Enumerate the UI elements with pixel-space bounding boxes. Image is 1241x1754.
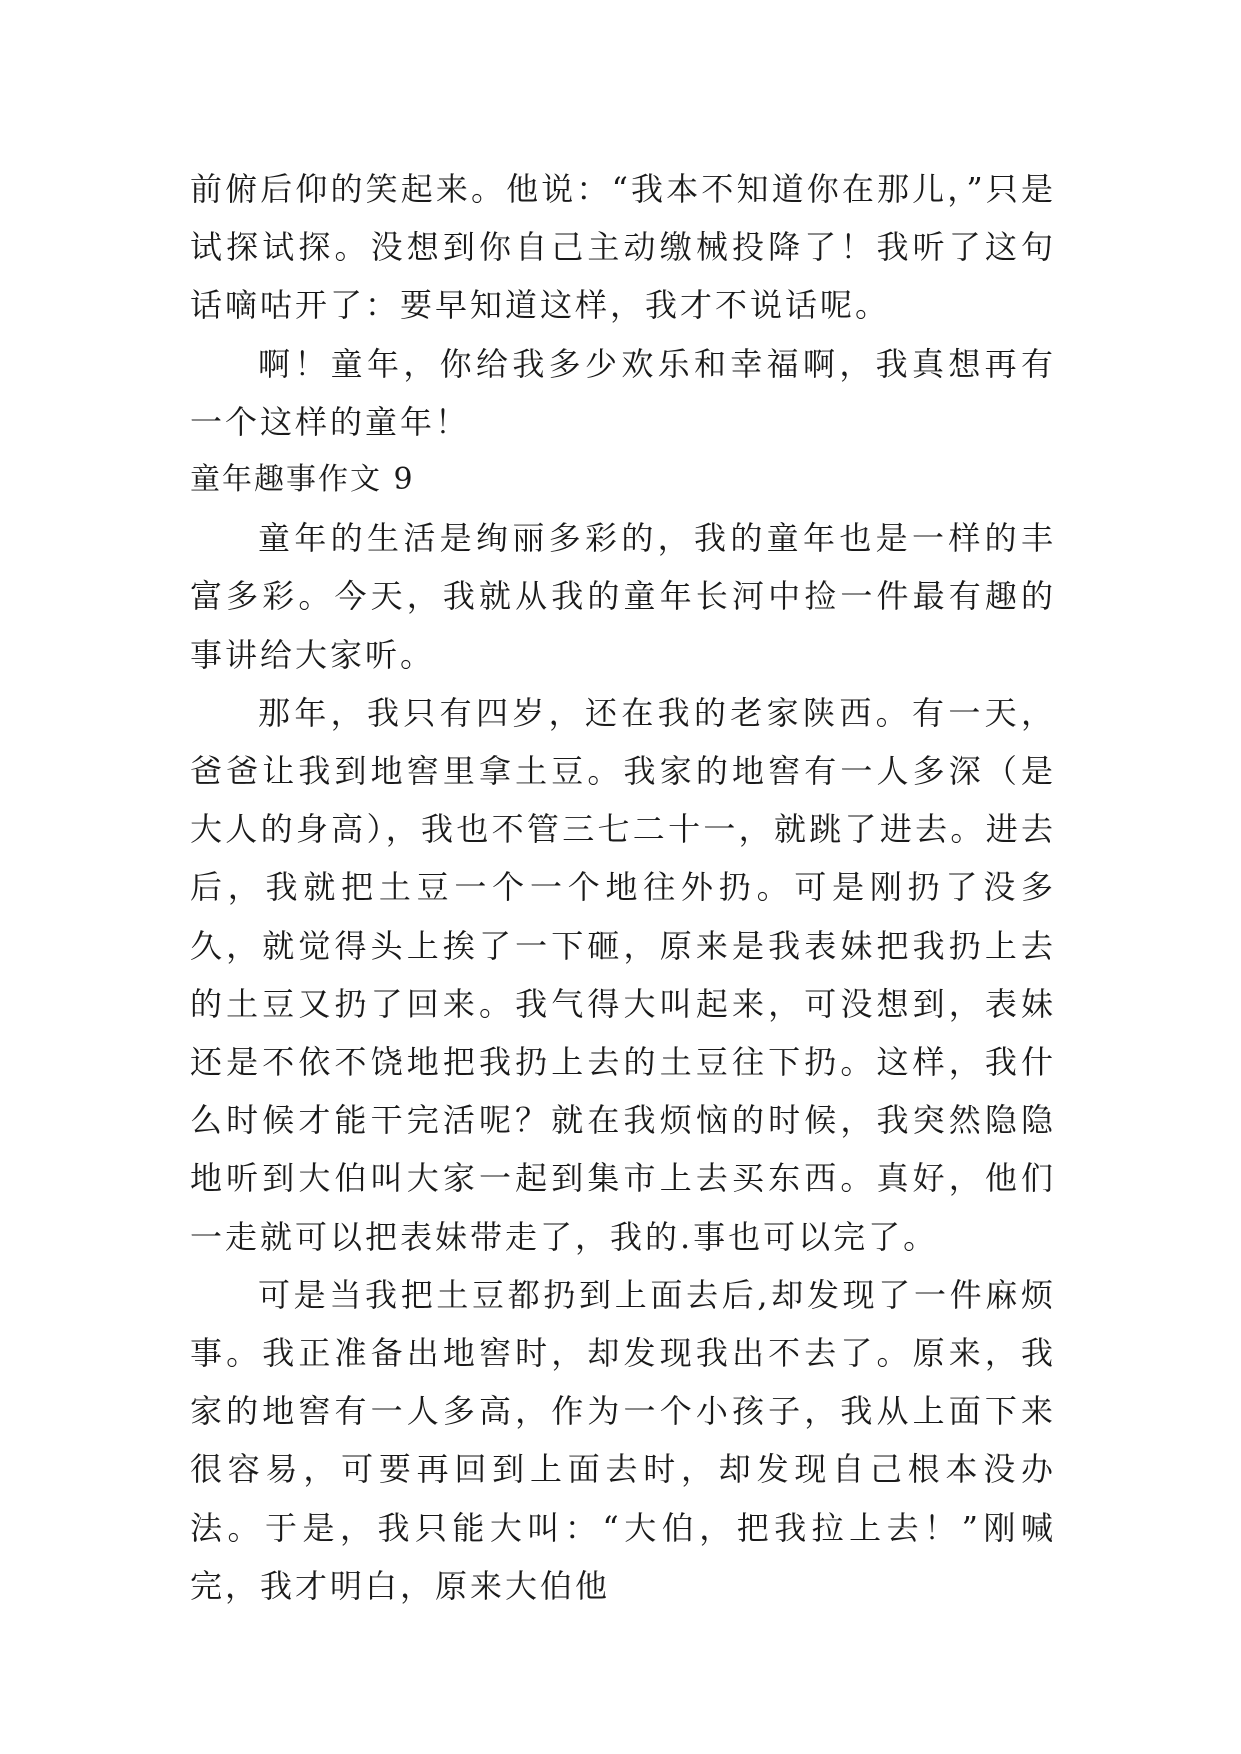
paragraph-conclusion: 啊！童年，你给我多少欢乐和幸福啊，我真想再有一个这样的童年！: [190, 344, 1056, 441]
paragraph-intro: 童年的生活是绚丽多彩的，我的童年也是一样的丰富多彩。今天，我就从我的童年长河中捡一件最有趣的事讲给大家听。: [190, 519, 1056, 674]
paragraph-story: 那年，我只有四岁，还在我的老家陕西。有一天，爸爸让我到地窖里拿土豆。我家的地窖有一人多深（是大人的身高），我也不管三七二十一，就跳了进去。进去后，我就把土豆一个一个地往外扔。可是刚扔了没多久，就觉得头上挨了一下砸，原来是我表妹把我扔上去的土豆又扔了回来。我气得大叫起来，可没想到，表妹还是不依不饶地把我扔上去的土豆往下扔。这样，我什么时候才能干完活呢？就在我烦恼的时候，我突然隐隐地听到大伯叫大家一起到集市上去买东西。真好，他们一走就可以把表妹带走了，我的.事也可以完了。: [190, 693, 1056, 1256]
section-title: 童年趣事作文 9: [190, 462, 415, 498]
paragraph-continuation: 前俯后仰的笑起来。他说：“我本不知道你在那儿，”只是试探试探。没想到你自己主动缴械投降了！我听了这句话嘀咕开了：要早知道这样，我才不说话呢。: [190, 170, 1056, 325]
document-page: [190, 160, 1056, 1615]
paragraph-trouble: 可是当我把土豆都扔到上面去后,却发现了一件麻烦事。我正准备出地窖时，却发现我出不去了。原来，我家的地窖有一人多高，作为一个小孩子，我从上面下来很容易，可要再回到上面去时，却发现自己根本没办法。于是，我只能大叫：“大伯，把我拉上去！”刚喊完，我才明白，原来大伯他: [190, 1275, 1056, 1605]
